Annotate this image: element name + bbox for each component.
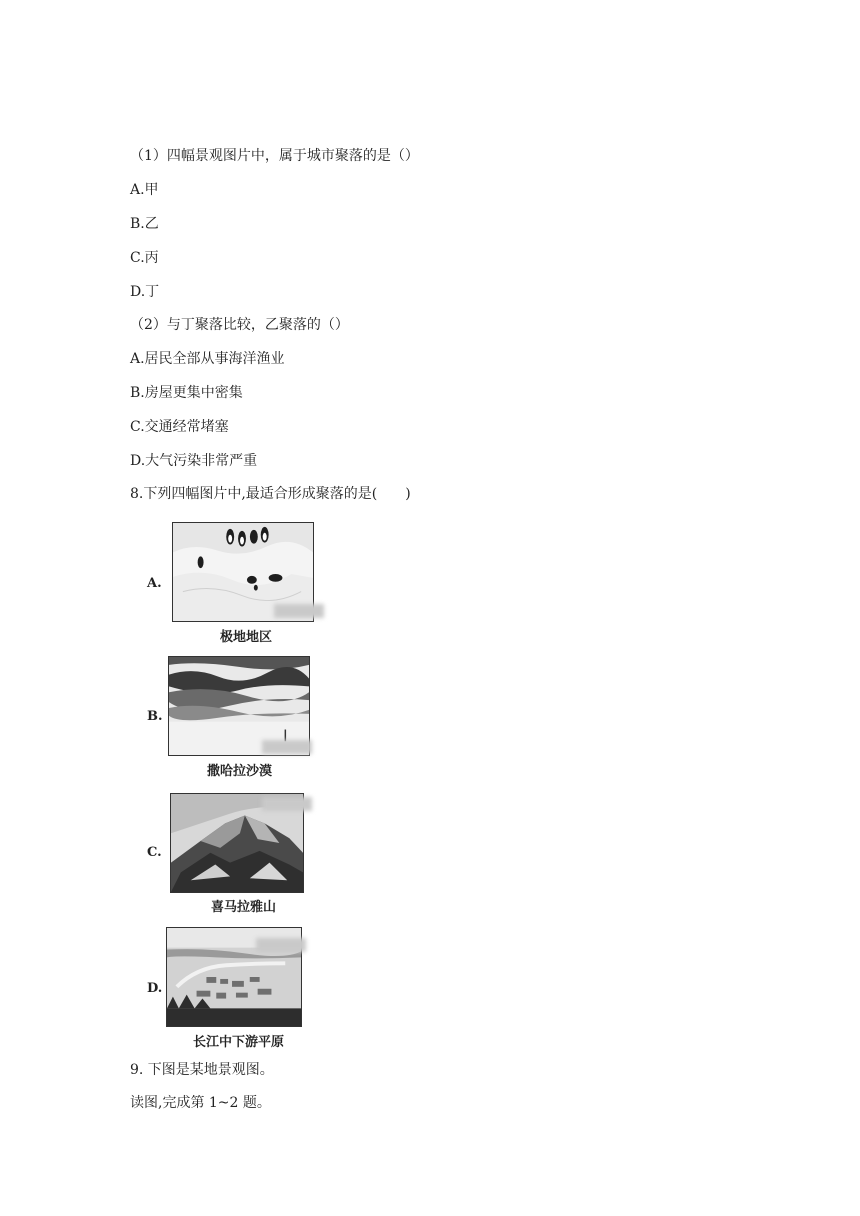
question-9-stem: 9. 下图是某地景观图。 bbox=[130, 1062, 274, 1078]
q7-1-option-b: B.乙 bbox=[130, 216, 159, 232]
watermark-blur bbox=[274, 604, 324, 618]
question-9-instruction: 读图,完成第 1~2 题。 bbox=[130, 1095, 271, 1111]
q7-2-option-d: D.大气污染非常严重 bbox=[130, 453, 258, 469]
watermark-blur bbox=[262, 797, 312, 811]
q8-choice-d-letter: D. bbox=[147, 981, 163, 996]
question-7-2-stem: （2）与丁聚落比较，乙聚落的（） bbox=[130, 317, 349, 333]
q7-1-option-c: C.丙 bbox=[130, 250, 159, 266]
watermark-blur bbox=[256, 938, 306, 952]
q8-choice-b-caption: 撒哈拉沙漠 bbox=[207, 764, 273, 779]
q7-1-option-d: D.丁 bbox=[130, 284, 160, 300]
q7-2-option-a: A.居民全部从事海洋渔业 bbox=[130, 351, 285, 367]
q8-choice-c-caption: 喜马拉雅山 bbox=[211, 900, 277, 915]
q8-choice-a-letter: A. bbox=[147, 576, 162, 591]
question-8-stem: 8.下列四幅图片中,最适合形成聚落的是( ) bbox=[130, 486, 411, 502]
q8-choice-a-caption: 极地地区 bbox=[220, 630, 273, 645]
q8-choice-c-letter: C. bbox=[147, 845, 162, 860]
watermark-blur bbox=[262, 740, 312, 754]
question-7-1-stem: （1）四幅景观图片中，属于城市聚落的是（） bbox=[130, 148, 419, 164]
q8-choice-d-caption: 长江中下游平原 bbox=[193, 1035, 285, 1050]
q7-1-option-a: A.甲 bbox=[130, 182, 159, 198]
q7-2-option-c: C.交通经常堵塞 bbox=[130, 419, 229, 435]
q7-2-option-b: B.房屋更集中密集 bbox=[130, 385, 243, 401]
q8-choice-b-letter: B. bbox=[147, 709, 163, 724]
